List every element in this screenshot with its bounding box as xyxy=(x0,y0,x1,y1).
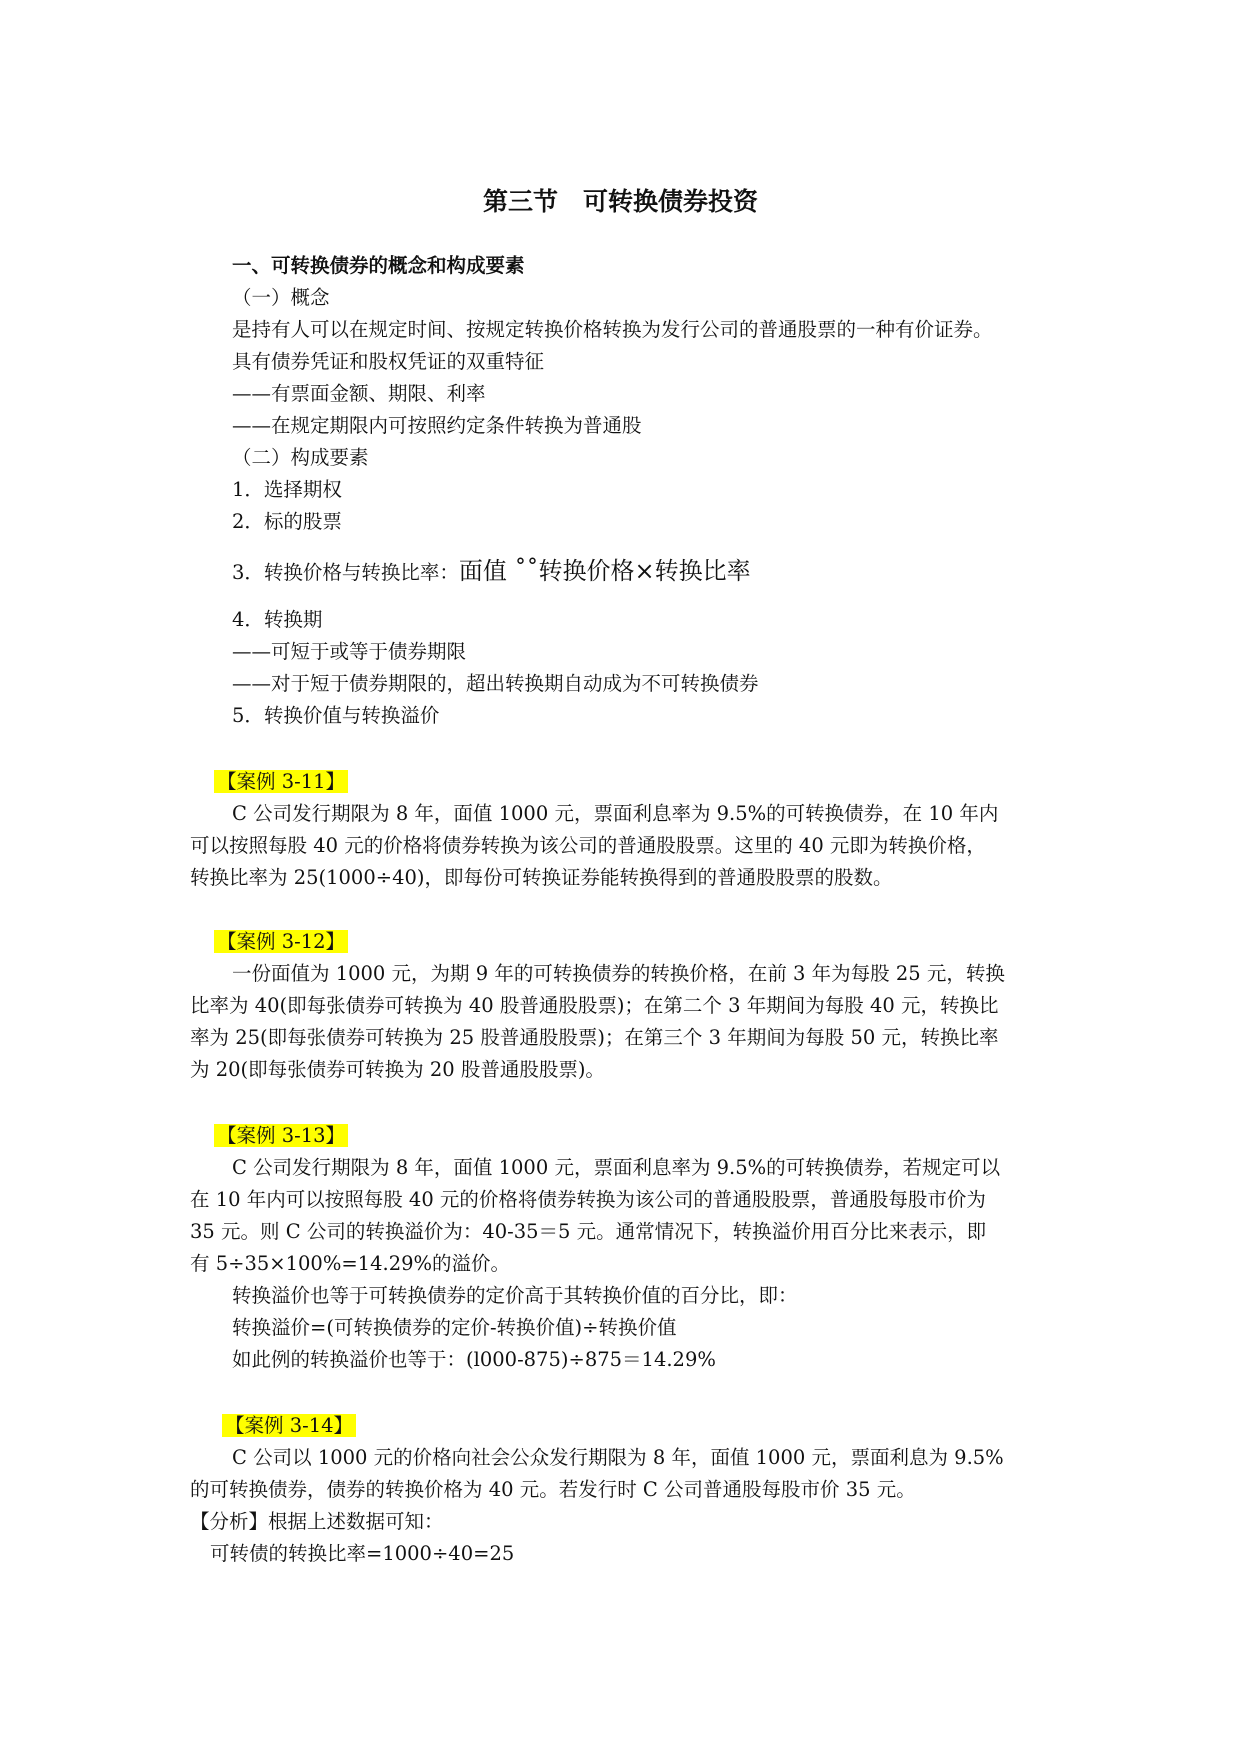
case-3-11-label: 【案例 3-11】 xyxy=(214,770,348,793)
element-item-3 xyxy=(232,556,751,587)
case-3-13-line-2: 在 10 年内可以按照每股 40 元的价格将债券转换为该公司的普通股股票，普通股每股市价为 xyxy=(190,1188,986,1211)
element-item-2: 2．标的股票 xyxy=(232,510,342,533)
case-3-13-line-7: 如此例的转换溢价也等于：(l000-875)÷875＝14.29% xyxy=(232,1348,716,1371)
case-3-13-formula: 转换溢价=(可转换债券的定价-转换价值)÷转换价值 xyxy=(232,1316,677,1339)
section-heading: 一、可转换债券的概念和构成要素 xyxy=(232,254,525,277)
element-item-4-b: ——对于短于债券期限的，超出转换期自动成为不可转换债券 xyxy=(232,672,759,695)
case-3-13-line-3: 35 元。则 C 公司的转换溢价为：40-35＝5 元。通常情况下，转换溢价用百分比来表示，即 xyxy=(190,1220,987,1243)
feature-equity: ——在规定期限内可按照约定条件转换为普通股 xyxy=(232,414,642,437)
case-3-13-label: 【案例 3-13】 xyxy=(214,1124,348,1147)
case-3-11-line-1: C 公司发行期限为 8 年，面值 1000 元，票面利息率为 9.5%的可转换债券，在 10 年内 xyxy=(232,802,999,825)
element-item-3-label: 3．转换价格与转换比率： xyxy=(232,561,459,584)
dual-feature: 具有债券凭证和股权凭证的双重特征 xyxy=(232,350,545,373)
element-item-1: 1．选择期权 xyxy=(232,478,342,501)
concept-heading: （一）概念 xyxy=(232,286,330,309)
case-3-14-line-2: 的可转换债券，债券的转换价格为 40 元。若发行时 C 公司普通股每股市价 35 元。 xyxy=(190,1478,916,1501)
feature-bond: ——有票面金额、期限、利率 xyxy=(232,382,486,405)
case-3-11-line-3: 转换比率为 25(1000÷40)，即每份可转换证券能转换得到的普通股股票的股数。 xyxy=(190,866,893,889)
case-3-14-ratio: 可转债的转换比率=1000÷40=25 xyxy=(210,1542,515,1565)
concept-definition: 是持有人可以在规定时间、按规定转换价格转换为发行公司的普通股票的一种有价证券。 xyxy=(232,318,993,341)
case-3-12-label: 【案例 3-12】 xyxy=(214,930,348,953)
page-title: 第三节 可转换债券投资 xyxy=(482,187,758,216)
case-3-14-analysis: 【分析】根据上述数据可知： xyxy=(190,1510,444,1533)
case-3-12-line-1: 一份面值为 1000 元，为期 9 年的可转换债券的转换价格，在前 3 年为每股 25 元，转换 xyxy=(232,962,1005,985)
case-3-11-line-2: 可以按照每股 40 元的价格将债券转换为该公司的普通股股票。这里的 40 元即为转换价格， xyxy=(190,834,986,857)
case-3-12-line-3: 率为 25(即每张债券可转换为 25 股普通股股票)；在第三个 3 年期间为每股 50 元，转换比率 xyxy=(190,1026,999,1049)
case-3-13-line-1: C 公司发行期限为 8 年，面值 1000 元，票面利息率为 9.5%的可转换债券，若规定可以 xyxy=(232,1156,1001,1179)
elements-heading: （二）构成要素 xyxy=(232,446,369,469)
element-item-4: 4．转换期 xyxy=(232,608,323,631)
case-3-14-label: 【案例 3-14】 xyxy=(222,1414,356,1437)
conversion-formula: 面值 ˚˚转换价格×转换比率 xyxy=(458,557,751,585)
case-3-14-line-1: C 公司以 1000 元的价格向社会公众发行期限为 8 年，面值 1000 元，票面利息为 9.5% xyxy=(232,1446,1004,1469)
case-3-12-line-2: 比率为 40(即每张债券可转换为 40 股普通股股票)；在第二个 3 年期间为每股 40 元，转换比 xyxy=(190,994,999,1017)
element-item-4-a: ——可短于或等于债券期限 xyxy=(232,640,467,663)
case-3-12-line-4: 为 20(即每张债券可转换为 20 股普通股股票)。 xyxy=(190,1058,605,1081)
case-3-13-line-4: 有 5÷35×100%=14.29%的溢价。 xyxy=(190,1252,511,1275)
element-item-5: 5．转换价值与转换溢价 xyxy=(232,704,440,727)
case-3-13-line-5: 转换溢价也等于可转换债券的定价高于其转换价值的百分比，即： xyxy=(232,1284,798,1307)
